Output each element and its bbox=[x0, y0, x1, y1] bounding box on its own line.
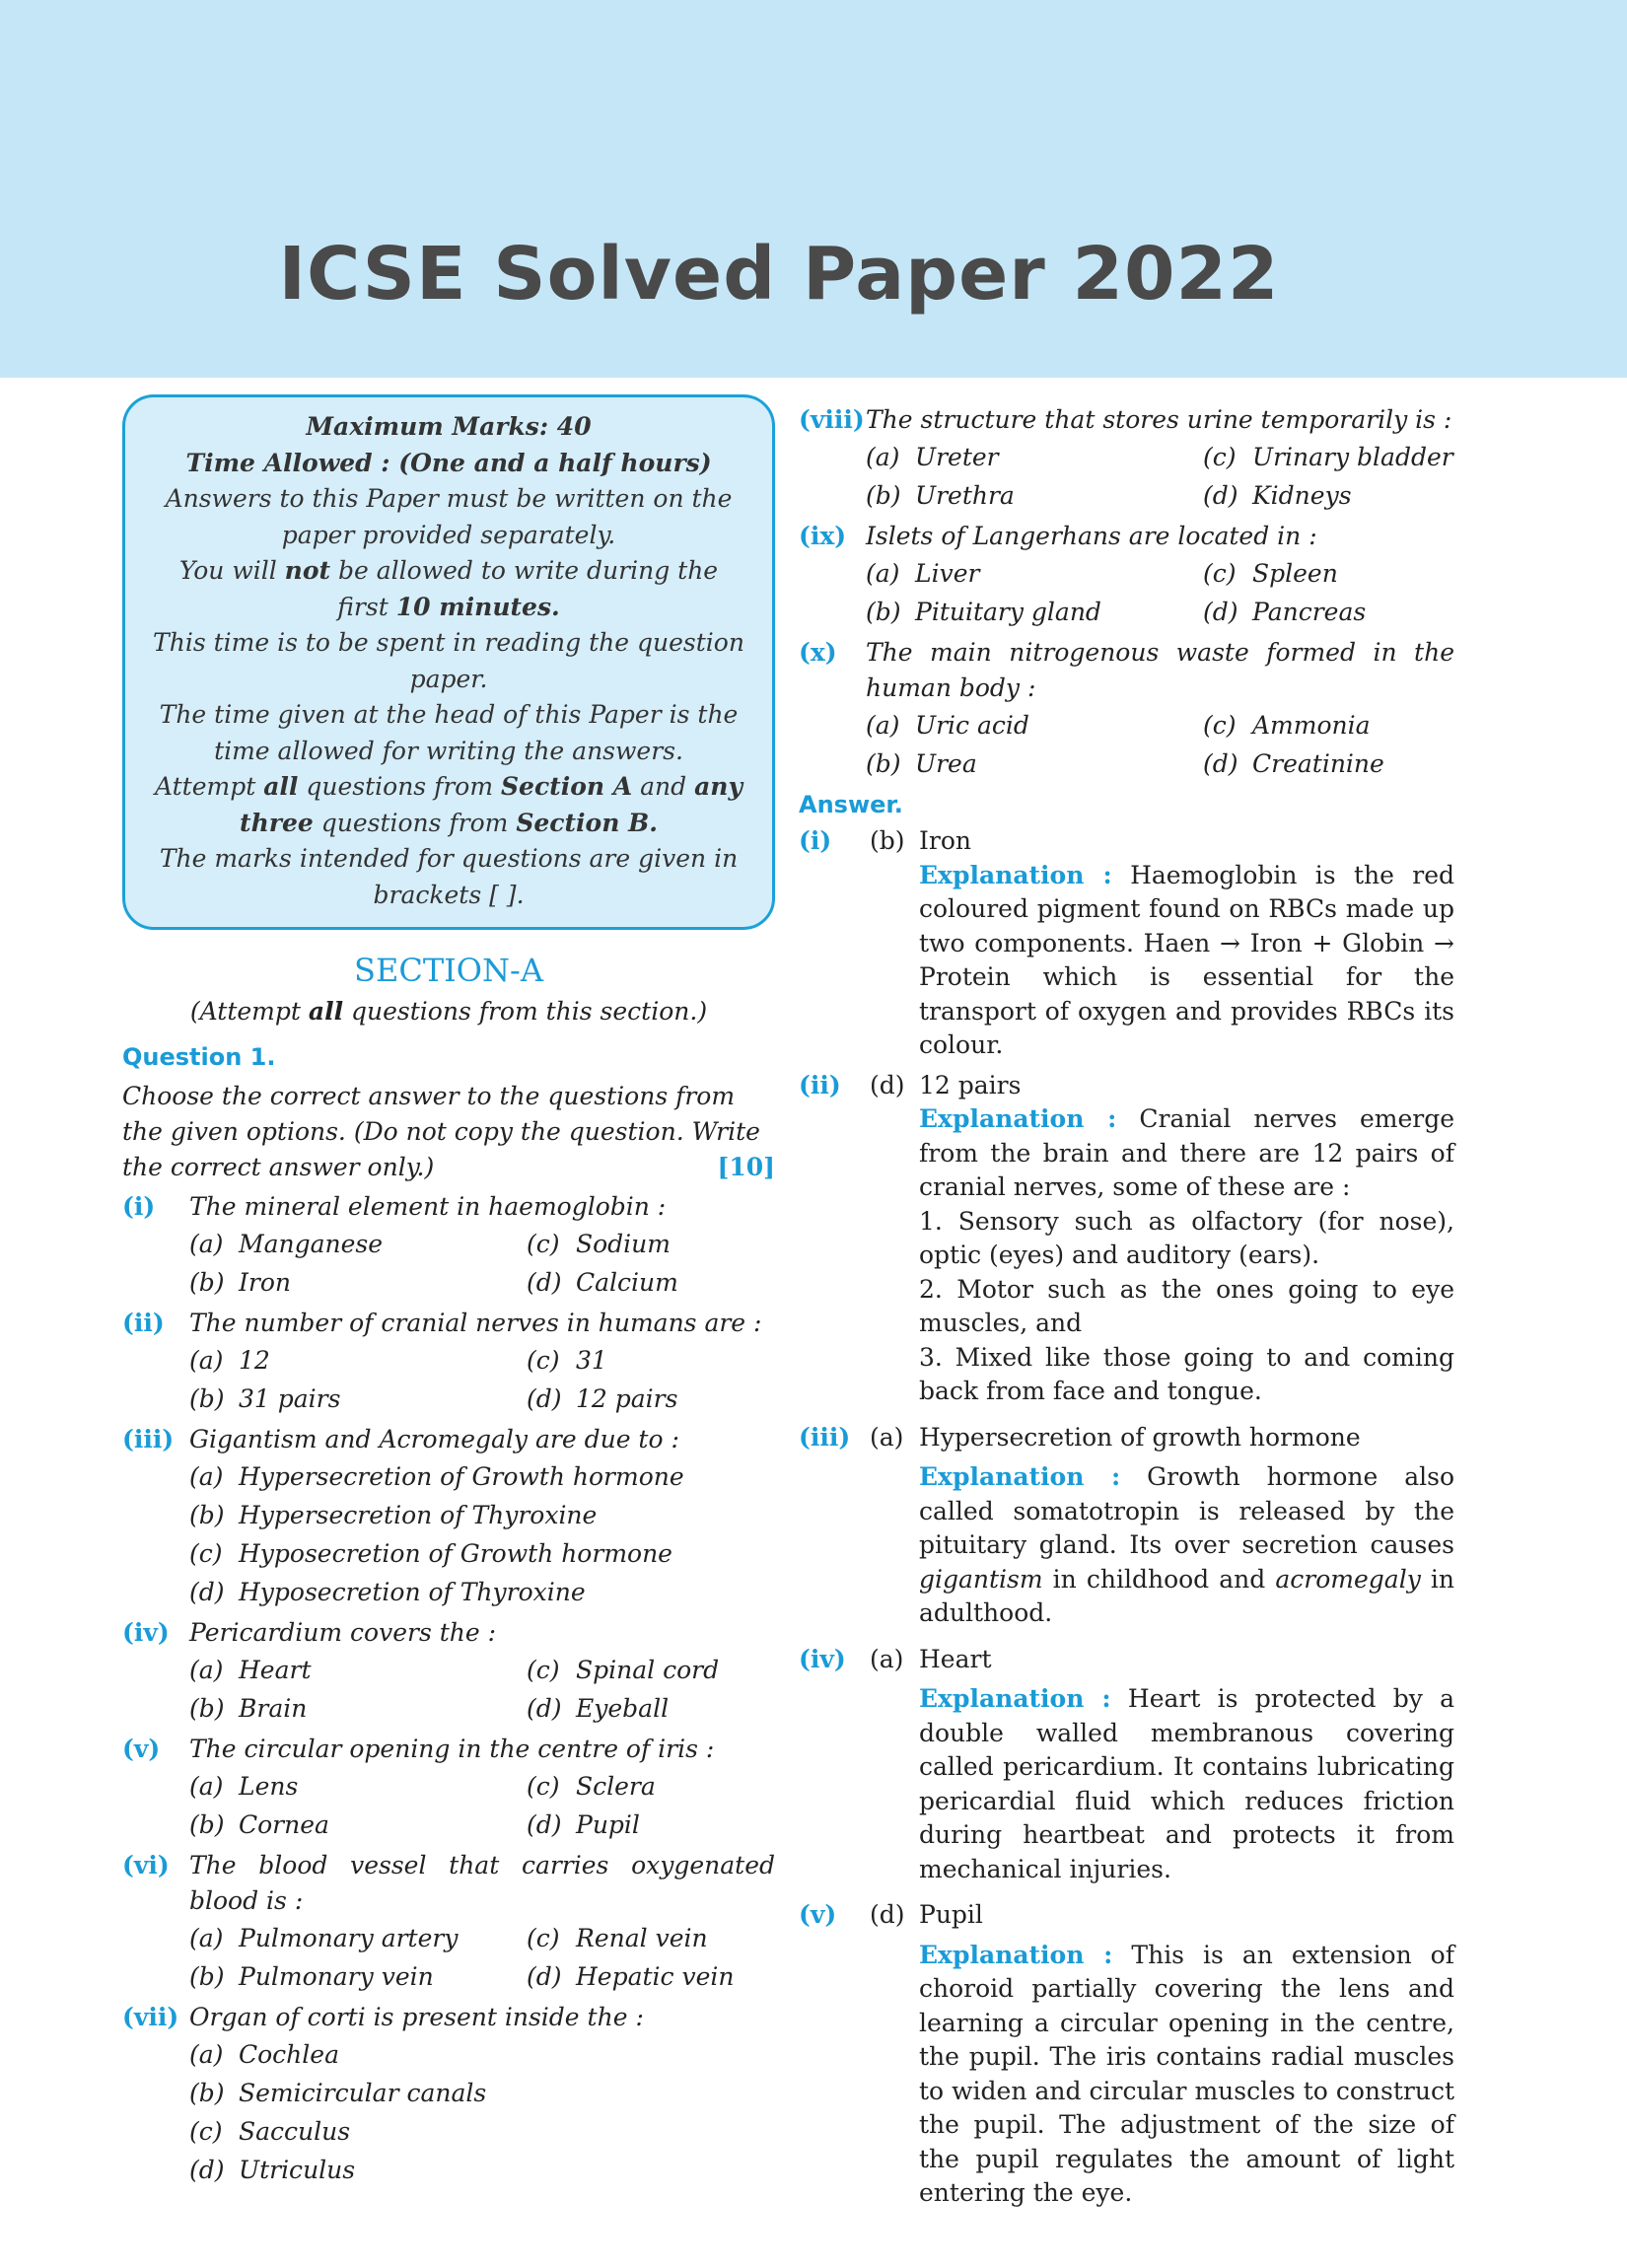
question-item: (viii) The structure that stores urine temporarily is : bbox=[799, 405, 1452, 434]
answer-item: (iii) (a) Hypersecretion of growth hormone Explanation : Growth hormone also called somatotropin is released by the pituitary gland. Its over secretion causes gigantism in childhood and acromegaly in adulthood. bbox=[799, 1421, 1454, 1631]
explanation: Explanation : This is an extension of choroid partially covering the lens and learning a circular opening in the centre, the pupil. The iris contains radial muscles to widen and circular muscles to construct the pupil. The adjustment of the size of the pupil regulates the amount of light entering the eye. bbox=[919, 1940, 1454, 2207]
question-text: Choose the correct answer to the questions from the given options. (Do not copy the question. Write the correct answer only.) [10] bbox=[122, 1079, 775, 1185]
options: (a) Hypersecretion of Growth hormone (b) Hypersecretion of Thyroxine (c) Hyposecretion of Growth hormone (d) Hyposecretion of Thyroxine bbox=[189, 1462, 684, 1606]
question-item: (iii) Gigantism and Acromegaly are due to : bbox=[122, 1425, 679, 1453]
instruction-line: Answers to this Paper must be written on the paper provided separately. bbox=[165, 484, 733, 549]
max-marks: Maximum Marks: 40 bbox=[306, 412, 592, 441]
answer-item: (v) (d) Pupil Explanation : This is an extension of choroid partially covering the lens and learning a circular opening in the centre, the pupil. The iris contains radial muscles to widen and circular muscles to construct the pupil. The adjustment of the size of the pupil regulates the amount of light entering the eye. bbox=[799, 1898, 1454, 2211]
list-item: 3. Mixed like those going to and coming back from face and tongue. bbox=[919, 1342, 1454, 1405]
explanation: Explanation : Cranial nerves emerge from the brain and there are 12 pairs of cranial nerves, some of these are : bbox=[919, 1104, 1454, 1201]
instruction-line: You will not be allowed to write during the first 10 minutes. bbox=[178, 556, 719, 621]
options: (a) Cochlea (b) Semicircular canals (c) Sacculus (d) Utriculus bbox=[189, 2040, 487, 2184]
question-item: (vi) The blood vessel that carries oxygenated blood is : bbox=[122, 1851, 775, 1915]
section-subtitle: (Attempt all questions from this section.) bbox=[189, 997, 708, 1026]
instruction-line: Attempt all questions from Section A and any three questions from Section B. bbox=[155, 772, 743, 837]
list-item: 2. Motor such as the ones going to eye muscles, and bbox=[919, 1274, 1454, 1337]
header-banner bbox=[0, 0, 1627, 378]
instruction-line: This time is to be spent in reading the question paper. bbox=[153, 628, 744, 693]
question-item: (ix) Islets of Langerhans are located in : bbox=[799, 522, 1317, 550]
options: (a) Uric acid (c) Ammonia (b) Urea (d) Creatinine bbox=[866, 711, 1384, 778]
question-heading: Question 1. bbox=[122, 1043, 276, 1071]
answer-item: (i) (b) Iron Explanation : Haemoglobin is the red coloured pigment found on RBCs made up two components. Haen → Iron + Globin → Protein which is essential for the transport of oxygen and provides RBCs its colour. bbox=[799, 824, 1454, 1063]
options: (a) Heart (c) Spinal cord (b) Brain (d) Eyeball bbox=[189, 1656, 720, 1723]
answer-heading: Answer. bbox=[799, 791, 903, 818]
question-item: (iv) Pericardium covers the : bbox=[122, 1618, 497, 1647]
left-column bbox=[122, 394, 775, 2189]
instruction-line: The time given at the head of this Paper is the time allowed for writing the answers. bbox=[159, 700, 739, 765]
explanation: Explanation : Growth hormone also called somatotropin is released by the pituitary gland. Its over secretion causes gigantism in childhood and acromegaly in adulthood. bbox=[919, 1462, 1454, 1627]
options: (a) Manganese (c) Sodium (b) Iron (d) Calcium bbox=[189, 1230, 678, 1297]
options: (a) Lens (c) Sclera (b) Cornea (d) Pupil bbox=[189, 1772, 656, 1839]
instruction-line: The marks intended for questions are given in brackets [ ]. bbox=[159, 844, 739, 909]
answer-item: (iv) (a) Heart Explanation : Heart is protected by a double walled membranous covering called pericardium. It contains lubricating pericardial fluid which reduces friction during heartbeat and protects it from mechanical injuries. bbox=[799, 1643, 1454, 1887]
answer-item: (ii) (d) 12 pairs Explanation : Cranial nerves emerge from the brain and there are 12 pairs of cranial nerves, some of these are : 1. Sensory such as olfactory (for nose), optic (eyes) and auditory (ears). 2. Motor such as the ones going to eye muscles, and 3. Mixed like those going to and coming back from face and tongue. bbox=[799, 1069, 1454, 1409]
time-allowed: Time Allowed : (One and a half hours) bbox=[185, 448, 712, 477]
options: (a) 12 (c) 31 (b) 31 pairs (d) 12 pairs bbox=[189, 1346, 678, 1413]
question-item: (x) The main nitrogenous waste formed in the human body : bbox=[799, 638, 1454, 702]
question-item: (ii) The number of cranial nerves in humans are : bbox=[122, 1309, 762, 1337]
instructions-box bbox=[122, 394, 775, 930]
list-item: 1. Sensory such as olfactory (for nose), optic (eyes) and auditory (ears). bbox=[919, 1206, 1454, 1269]
options: (a) Ureter (c) Urinary bladder (b) Urethra (d) Kidneys bbox=[866, 443, 1453, 510]
explanation: Explanation : Haemoglobin is the red coloured pigment found on RBCs made up two components. Haen → Iron + Globin → Protein which is essential for the transport of oxygen and provides RBCs its colour. bbox=[919, 860, 1454, 1059]
page-title: ICSE Solved Paper 2022 bbox=[278, 232, 1280, 317]
question-item: (i) The mineral element in haemoglobin : bbox=[122, 1192, 667, 1221]
question-item: (v) The circular opening in the centre of iris : bbox=[122, 1735, 715, 1763]
options: (a) Liver (c) Spleen (b) Pituitary gland (d) Pancreas bbox=[866, 559, 1367, 626]
right-column bbox=[799, 394, 1454, 2211]
question-marks: [10] bbox=[717, 1153, 775, 1181]
question-item: (vii) Organ of corti is present inside the : bbox=[122, 2003, 644, 2031]
options: (a) Pulmonary artery (c) Renal vein (b) Pulmonary vein (d) Hepatic vein bbox=[189, 1924, 735, 1991]
explanation: Explanation : Heart is protected by a double walled membranous covering called pericardium. It contains lubricating pericardial fluid which reduces friction during heartbeat and protects it from mechanical injuries. bbox=[919, 1684, 1454, 1883]
section-title: SECTION-A bbox=[354, 952, 543, 989]
